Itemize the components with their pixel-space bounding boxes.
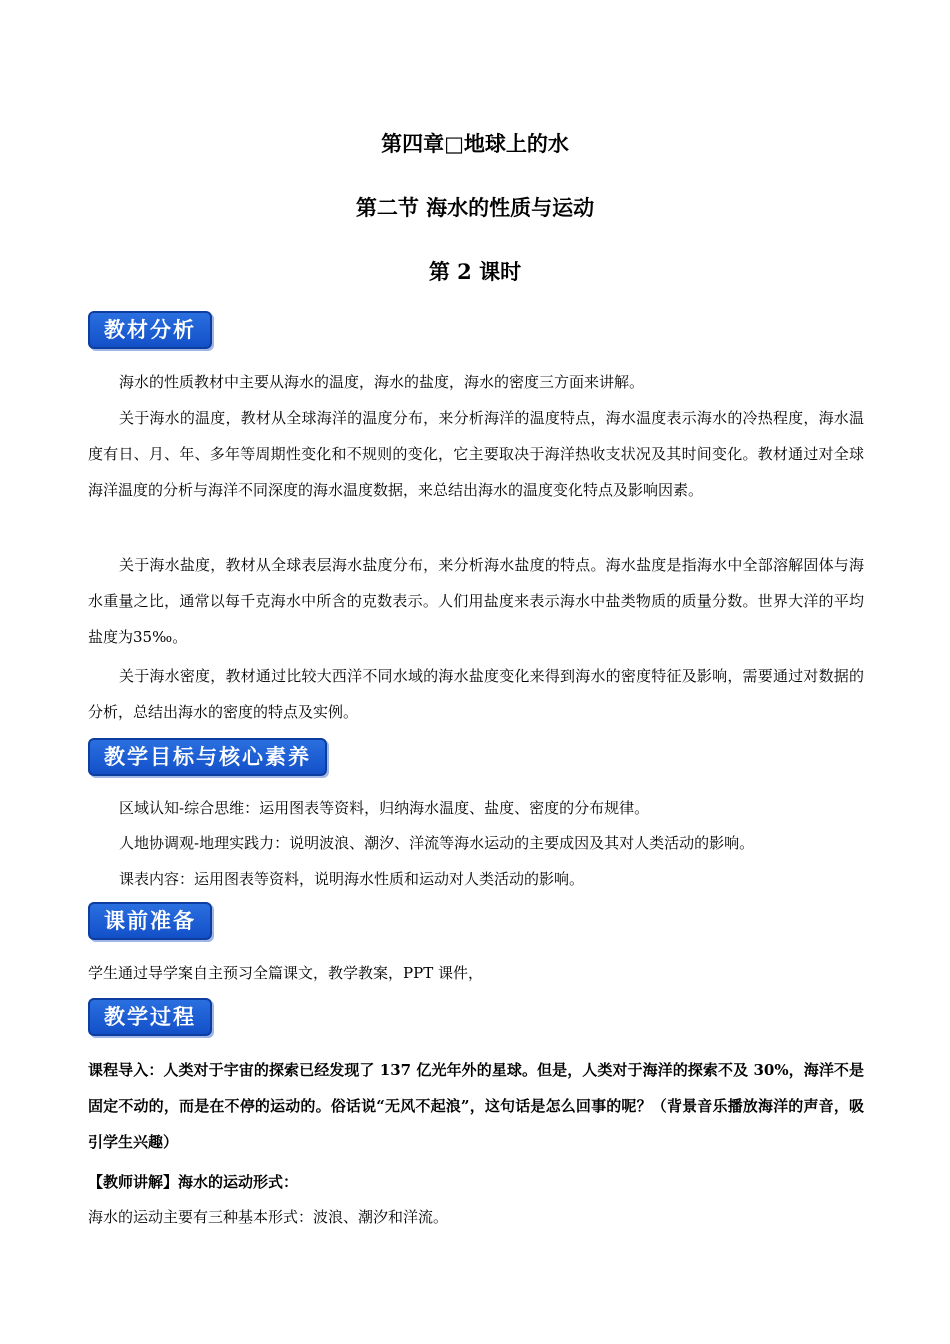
section-badge-analysis: 教材分析 (88, 311, 212, 349)
section-badge-process: 教学过程 (88, 998, 212, 1036)
section-badge-prep: 课前准备 (88, 902, 212, 940)
analysis-paragraph: 关于海水盐度，教材从全球表层海水盐度分布，来分析海水盐度的特点。海水盐度是指海水中全部溶解固体与海水重量之比，通常以每千克海水中所含的克数表示。人们用盐度来表示海水中盐类物质的质量分数。世界大洋的平均盐度为35‰。 (88, 556, 864, 646)
analysis-paragraph: 关于海水的温度，教材从全球海洋的温度分布，来分析海洋的温度特点，海水温度表示海水的冷热程度，海水温度有日、月、年、多年等周期性变化和不规则的变化，它主要取决于海洋热收支状况及其时间变化。教材通过对全球海洋温度的分析与海洋不同深度的海水温度数据，来总结出海水的温度变化特点及影响因素。 (88, 409, 864, 499)
prep-text: 学生通过导学案自主预习全篇课文，教学教案，PPT 课件， (88, 964, 483, 982)
section-badge-goals: 教学目标与核心素养 (88, 738, 327, 776)
goal-item: 人地协调观-地理实践力：说明波浪、潮汐、洋流等海水运动的主要成因及其对人类活动的影响。 (119, 834, 755, 852)
lesson-title: 第 2 课时 (428, 259, 522, 284)
analysis-paragraph: 海水的性质教材中主要从海水的温度，海水的盐度，海水的密度三方面来讲解。 (119, 373, 645, 391)
lesson-intro: 课程导入：人类对于宇宙的探索已经发现了 137 亿光年外的星球。但是，人类对于海洋的探索不及 30%，海洋不是固定不动的，而是在不停的运动的。俗话说“无风不起浪”，这句话是怎么回事的呢？（背景音乐播放海洋的声音，吸引学生兴趣） (88, 1061, 864, 1151)
analysis-paragraph: 关于海水密度，教材通过比较大西洋不同水域的海水盐度变化来得到海水的密度特征及影响，需要通过对数据的分析，总结出海水的密度的特点及实例。 (88, 667, 864, 721)
goal-item: 区域认知-综合思维：运用图表等资料，归纳海水温度、盐度、密度的分布规律。 (119, 799, 650, 817)
goal-item: 课表内容：运用图表等资料，说明海水性质和运动对人类活动的影响。 (119, 870, 585, 888)
teacher-explain-text: 海水的运动主要有三种基本形式：波浪、潮汐和洋流。 (88, 1208, 449, 1226)
chapter-title: 第四章□地球上的水 (381, 131, 569, 156)
section-title: 第二节 海水的性质与运动 (355, 195, 595, 220)
teacher-explain-label: 【教师讲解】海水的运动形式： (88, 1173, 299, 1191)
